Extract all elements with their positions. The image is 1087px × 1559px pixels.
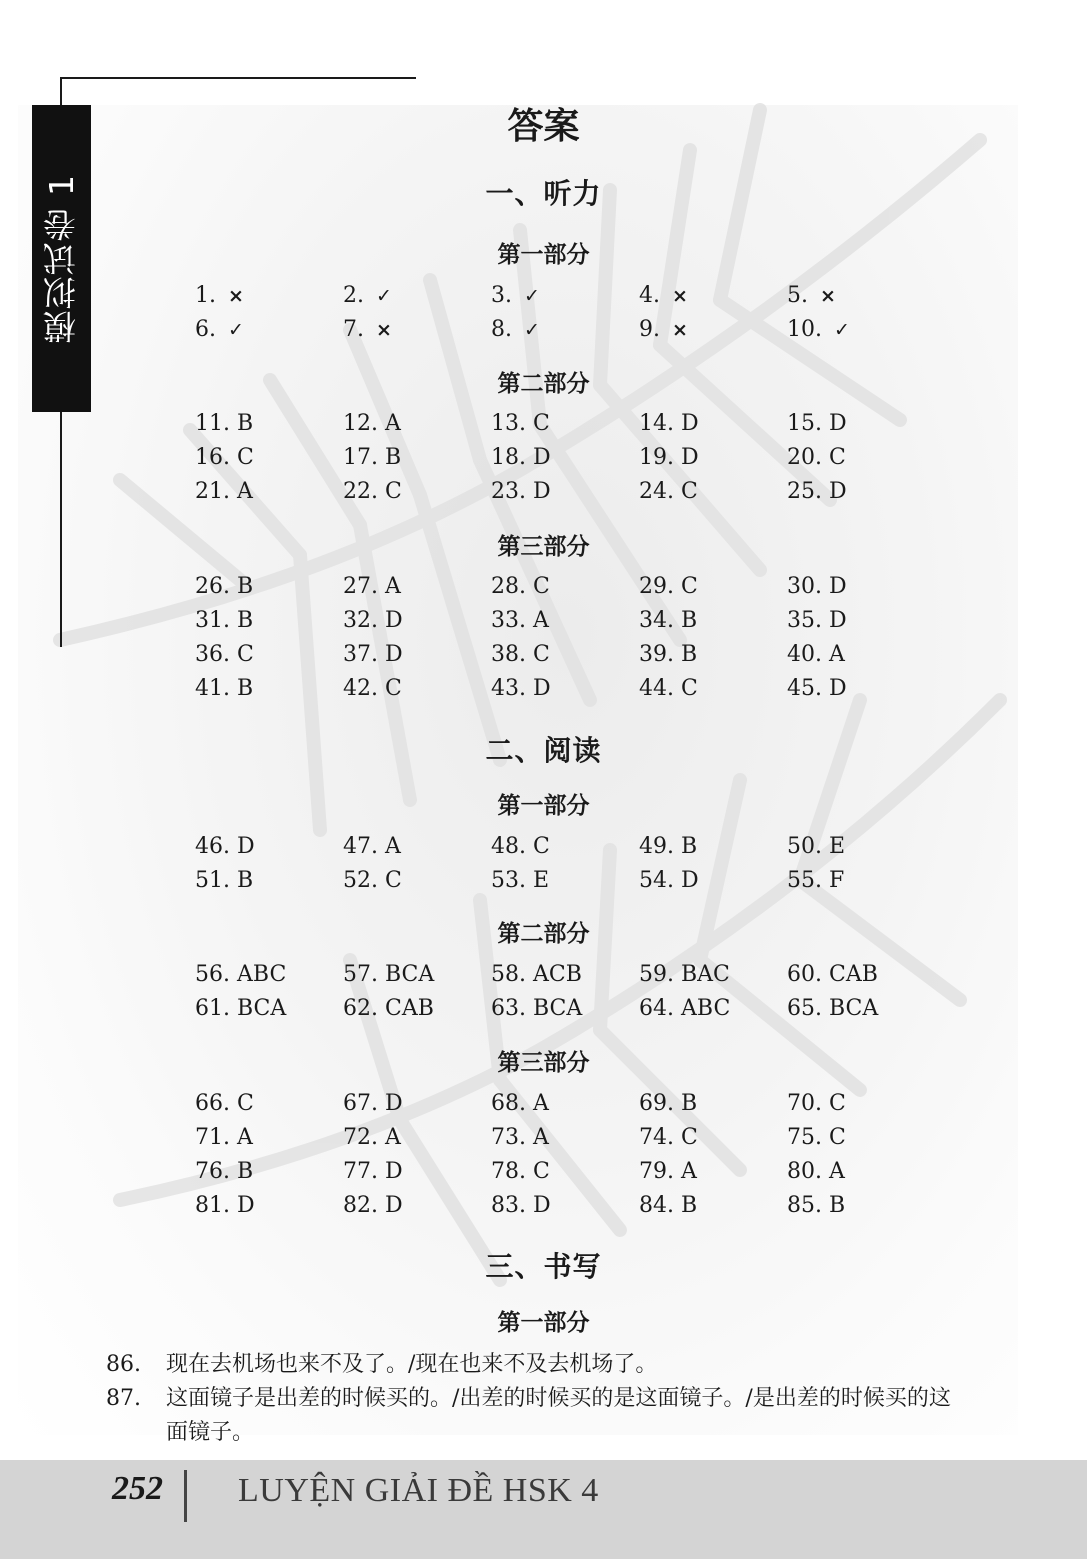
answer-cell: 46. D xyxy=(195,833,255,859)
page-title: 答案 xyxy=(507,105,580,147)
question-number: 9. xyxy=(639,316,660,342)
answer-row xyxy=(195,829,935,863)
answer-cell: 38. C xyxy=(491,641,550,667)
answer-cell xyxy=(343,317,491,342)
writing-answer-87 xyxy=(106,1382,966,1450)
answer-cell: 41. B xyxy=(195,675,254,701)
reading-part2-title: 第二部分 xyxy=(497,920,590,947)
answer-cell: 27. A xyxy=(343,573,401,599)
check-icon: ✓ xyxy=(524,318,540,341)
side-tab-label: 模拟试卷 1 xyxy=(42,173,81,344)
answer-cell: 53. E xyxy=(491,867,550,893)
answer-cell: 80. A xyxy=(787,1158,845,1184)
answer-cell xyxy=(343,283,491,308)
answer-cell: 56. ABC xyxy=(195,961,287,987)
answer-cell: 83. D xyxy=(491,1192,551,1218)
question-number: 2. xyxy=(343,282,364,308)
listening-part1-title: 第一部分 xyxy=(497,241,590,268)
answer-cell: 42. C xyxy=(343,675,402,701)
page-footer xyxy=(0,1460,1087,1559)
check-icon: ✓ xyxy=(524,284,540,307)
reading-part2-grid xyxy=(195,957,935,1025)
answer-cell xyxy=(195,317,343,342)
answer-cell: 77. D xyxy=(343,1158,403,1184)
answer-cell: 64. ABC xyxy=(639,995,731,1021)
question-number: 10. xyxy=(787,316,822,342)
answer-cell: 40. A xyxy=(787,641,845,667)
answer-row xyxy=(195,863,935,897)
answer-cell: 78. C xyxy=(491,1158,550,1184)
answer-cell: 72. A xyxy=(343,1124,401,1150)
reading-part1-title: 第一部分 xyxy=(497,792,590,819)
answer-cell: 79. A xyxy=(639,1158,697,1184)
answer-cell: 24. C xyxy=(639,478,698,504)
page-number: 252 xyxy=(112,1470,163,1507)
cross-icon: × xyxy=(672,318,688,341)
answer-cell: 76. B xyxy=(195,1158,254,1184)
answer-cell: 35. D xyxy=(787,607,847,633)
writing-answer-86 xyxy=(106,1348,966,1382)
answer-cell: 45. D xyxy=(787,675,847,701)
answer-cell: 81. D xyxy=(195,1192,255,1218)
answer-row xyxy=(195,603,935,637)
answer-cell: 32. D xyxy=(343,607,403,633)
section-title-reading: 二、阅读 xyxy=(485,734,602,767)
listening-part2-title: 第二部分 xyxy=(497,370,590,397)
answer-cell: 13. C xyxy=(491,410,550,436)
check-icon: ✓ xyxy=(376,284,392,307)
answer-cell: 11. B xyxy=(195,410,254,436)
answer-cell: 71. A xyxy=(195,1124,253,1150)
answer-cell: 23. D xyxy=(491,478,551,504)
answer-row xyxy=(195,1120,935,1154)
answer-cell: 25. D xyxy=(787,478,847,504)
listening-part3-title: 第三部分 xyxy=(497,533,590,560)
answer-cell: 28. C xyxy=(491,573,550,599)
answer-cell: 33. A xyxy=(491,607,549,633)
answer-cell: 75. C xyxy=(787,1124,846,1150)
question-number: 1. xyxy=(195,282,216,308)
answer-cell: 22. C xyxy=(343,478,402,504)
answer-row xyxy=(195,957,935,991)
answer-cell: 34. B xyxy=(639,607,698,633)
answer-cell: 15. D xyxy=(787,410,847,436)
listening-part3-grid xyxy=(195,569,935,705)
answer-row xyxy=(195,671,935,705)
answer-cell xyxy=(639,317,787,342)
answer-cell: 54. D xyxy=(639,867,699,893)
check-icon: ✓ xyxy=(228,318,244,341)
answer-row xyxy=(195,1154,935,1188)
answer-text: 现在去机场也来不及了。/现在也来不及去机场了。 xyxy=(166,1352,658,1377)
answer-cell: 37. D xyxy=(343,641,403,667)
answer-cell: 62. CAB xyxy=(343,995,434,1021)
answer-row xyxy=(195,440,935,474)
answer-cell: 67. D xyxy=(343,1090,403,1116)
answer-cell: 58. ACB xyxy=(491,961,582,987)
answer-cell: 66. C xyxy=(195,1090,254,1116)
answer-cell: 70. C xyxy=(787,1090,846,1116)
answer-cell: 50. E xyxy=(787,833,846,859)
section-title-writing: 三、书写 xyxy=(485,1250,602,1283)
reading-part3-grid xyxy=(195,1086,935,1222)
answer-row xyxy=(195,637,935,671)
question-number: 3. xyxy=(491,282,512,308)
answer-row xyxy=(195,1086,935,1120)
answer-cell: 43. D xyxy=(491,675,551,701)
answer-cell: 12. A xyxy=(343,410,401,436)
answer-cell: 59. BAC xyxy=(639,961,730,987)
answer-row xyxy=(195,278,935,312)
question-number: 7. xyxy=(343,316,364,342)
answer-cell: 16. C xyxy=(195,444,254,470)
writing-part1-title: 第一部分 xyxy=(497,1309,590,1336)
answer-cell xyxy=(639,283,787,308)
answer-row xyxy=(195,1188,935,1222)
answer-cell: 30. D xyxy=(787,573,847,599)
answer-cell: 61. BCA xyxy=(195,995,287,1021)
answer-cell: 18. D xyxy=(491,444,551,470)
answer-cell: 17. B xyxy=(343,444,402,470)
answer-cell: 74. C xyxy=(639,1124,698,1150)
answer-cell xyxy=(491,283,639,308)
answer-cell: 52. C xyxy=(343,867,402,893)
answer-cell: 26. B xyxy=(195,573,254,599)
cross-icon: × xyxy=(376,318,392,341)
answer-cell: 47. A xyxy=(343,833,401,859)
answer-cell: 55. F xyxy=(787,867,845,893)
answer-row xyxy=(195,406,935,440)
answer-cell xyxy=(787,317,935,342)
answer-cell: 48. C xyxy=(491,833,550,859)
answer-cell: 14. D xyxy=(639,410,699,436)
answer-cell: 69. B xyxy=(639,1090,698,1116)
answer-cell: 51. B xyxy=(195,867,254,893)
answer-cell: 19. D xyxy=(639,444,699,470)
answer-cell: 63. BCA xyxy=(491,995,583,1021)
answer-cell: 36. C xyxy=(195,641,254,667)
reading-part1-grid xyxy=(195,829,935,897)
answer-row xyxy=(195,569,935,603)
answer-cell xyxy=(787,283,935,308)
section-title-listening: 一、听力 xyxy=(485,177,602,210)
answer-row xyxy=(195,474,935,508)
writing-answers xyxy=(106,1348,966,1450)
cross-icon: × xyxy=(820,284,836,307)
answer-cell: 21. A xyxy=(195,478,253,504)
question-number: 5. xyxy=(787,282,808,308)
top-rule xyxy=(62,77,416,79)
question-number: 86. xyxy=(106,1352,141,1377)
answer-cell xyxy=(195,283,343,308)
answer-cell: 82. D xyxy=(343,1192,403,1218)
answer-cell: 44. C xyxy=(639,675,698,701)
answer-text: 这面镜子是出差的时候买的。/出差的时候买的是这面镜子。/是出差的时候买的这面镜子。 xyxy=(166,1386,951,1445)
question-number: 6. xyxy=(195,316,216,342)
cross-icon: × xyxy=(672,284,688,307)
listening-part2-grid xyxy=(195,406,935,508)
answer-row xyxy=(195,312,935,346)
check-icon: ✓ xyxy=(834,318,850,341)
answer-cell: 85. B xyxy=(787,1192,846,1218)
cross-icon: × xyxy=(228,284,244,307)
question-number: 4. xyxy=(639,282,660,308)
answer-cell xyxy=(491,317,639,342)
answer-cell: 20. C xyxy=(787,444,846,470)
question-number: 8. xyxy=(491,316,512,342)
listening-part1-grid xyxy=(195,278,935,346)
answer-cell: 65. BCA xyxy=(787,995,879,1021)
answer-cell: 31. B xyxy=(195,607,254,633)
reading-part3-title: 第三部分 xyxy=(497,1049,590,1076)
answer-cell: 49. B xyxy=(639,833,698,859)
answer-row xyxy=(195,991,935,1025)
answer-cell: 60. CAB xyxy=(787,961,878,987)
question-number: 87. xyxy=(106,1386,141,1411)
answer-cell: 57. BCA xyxy=(343,961,435,987)
book-title: LUYỆN GIẢI ĐỀ HSK 4 xyxy=(238,1472,599,1509)
answer-cell: 84. B xyxy=(639,1192,698,1218)
answer-cell: 39. B xyxy=(639,641,698,667)
answer-cell: 29. C xyxy=(639,573,698,599)
answer-cell: 68. A xyxy=(491,1090,549,1116)
answer-cell: 73. A xyxy=(491,1124,549,1150)
footer-divider xyxy=(184,1470,187,1522)
